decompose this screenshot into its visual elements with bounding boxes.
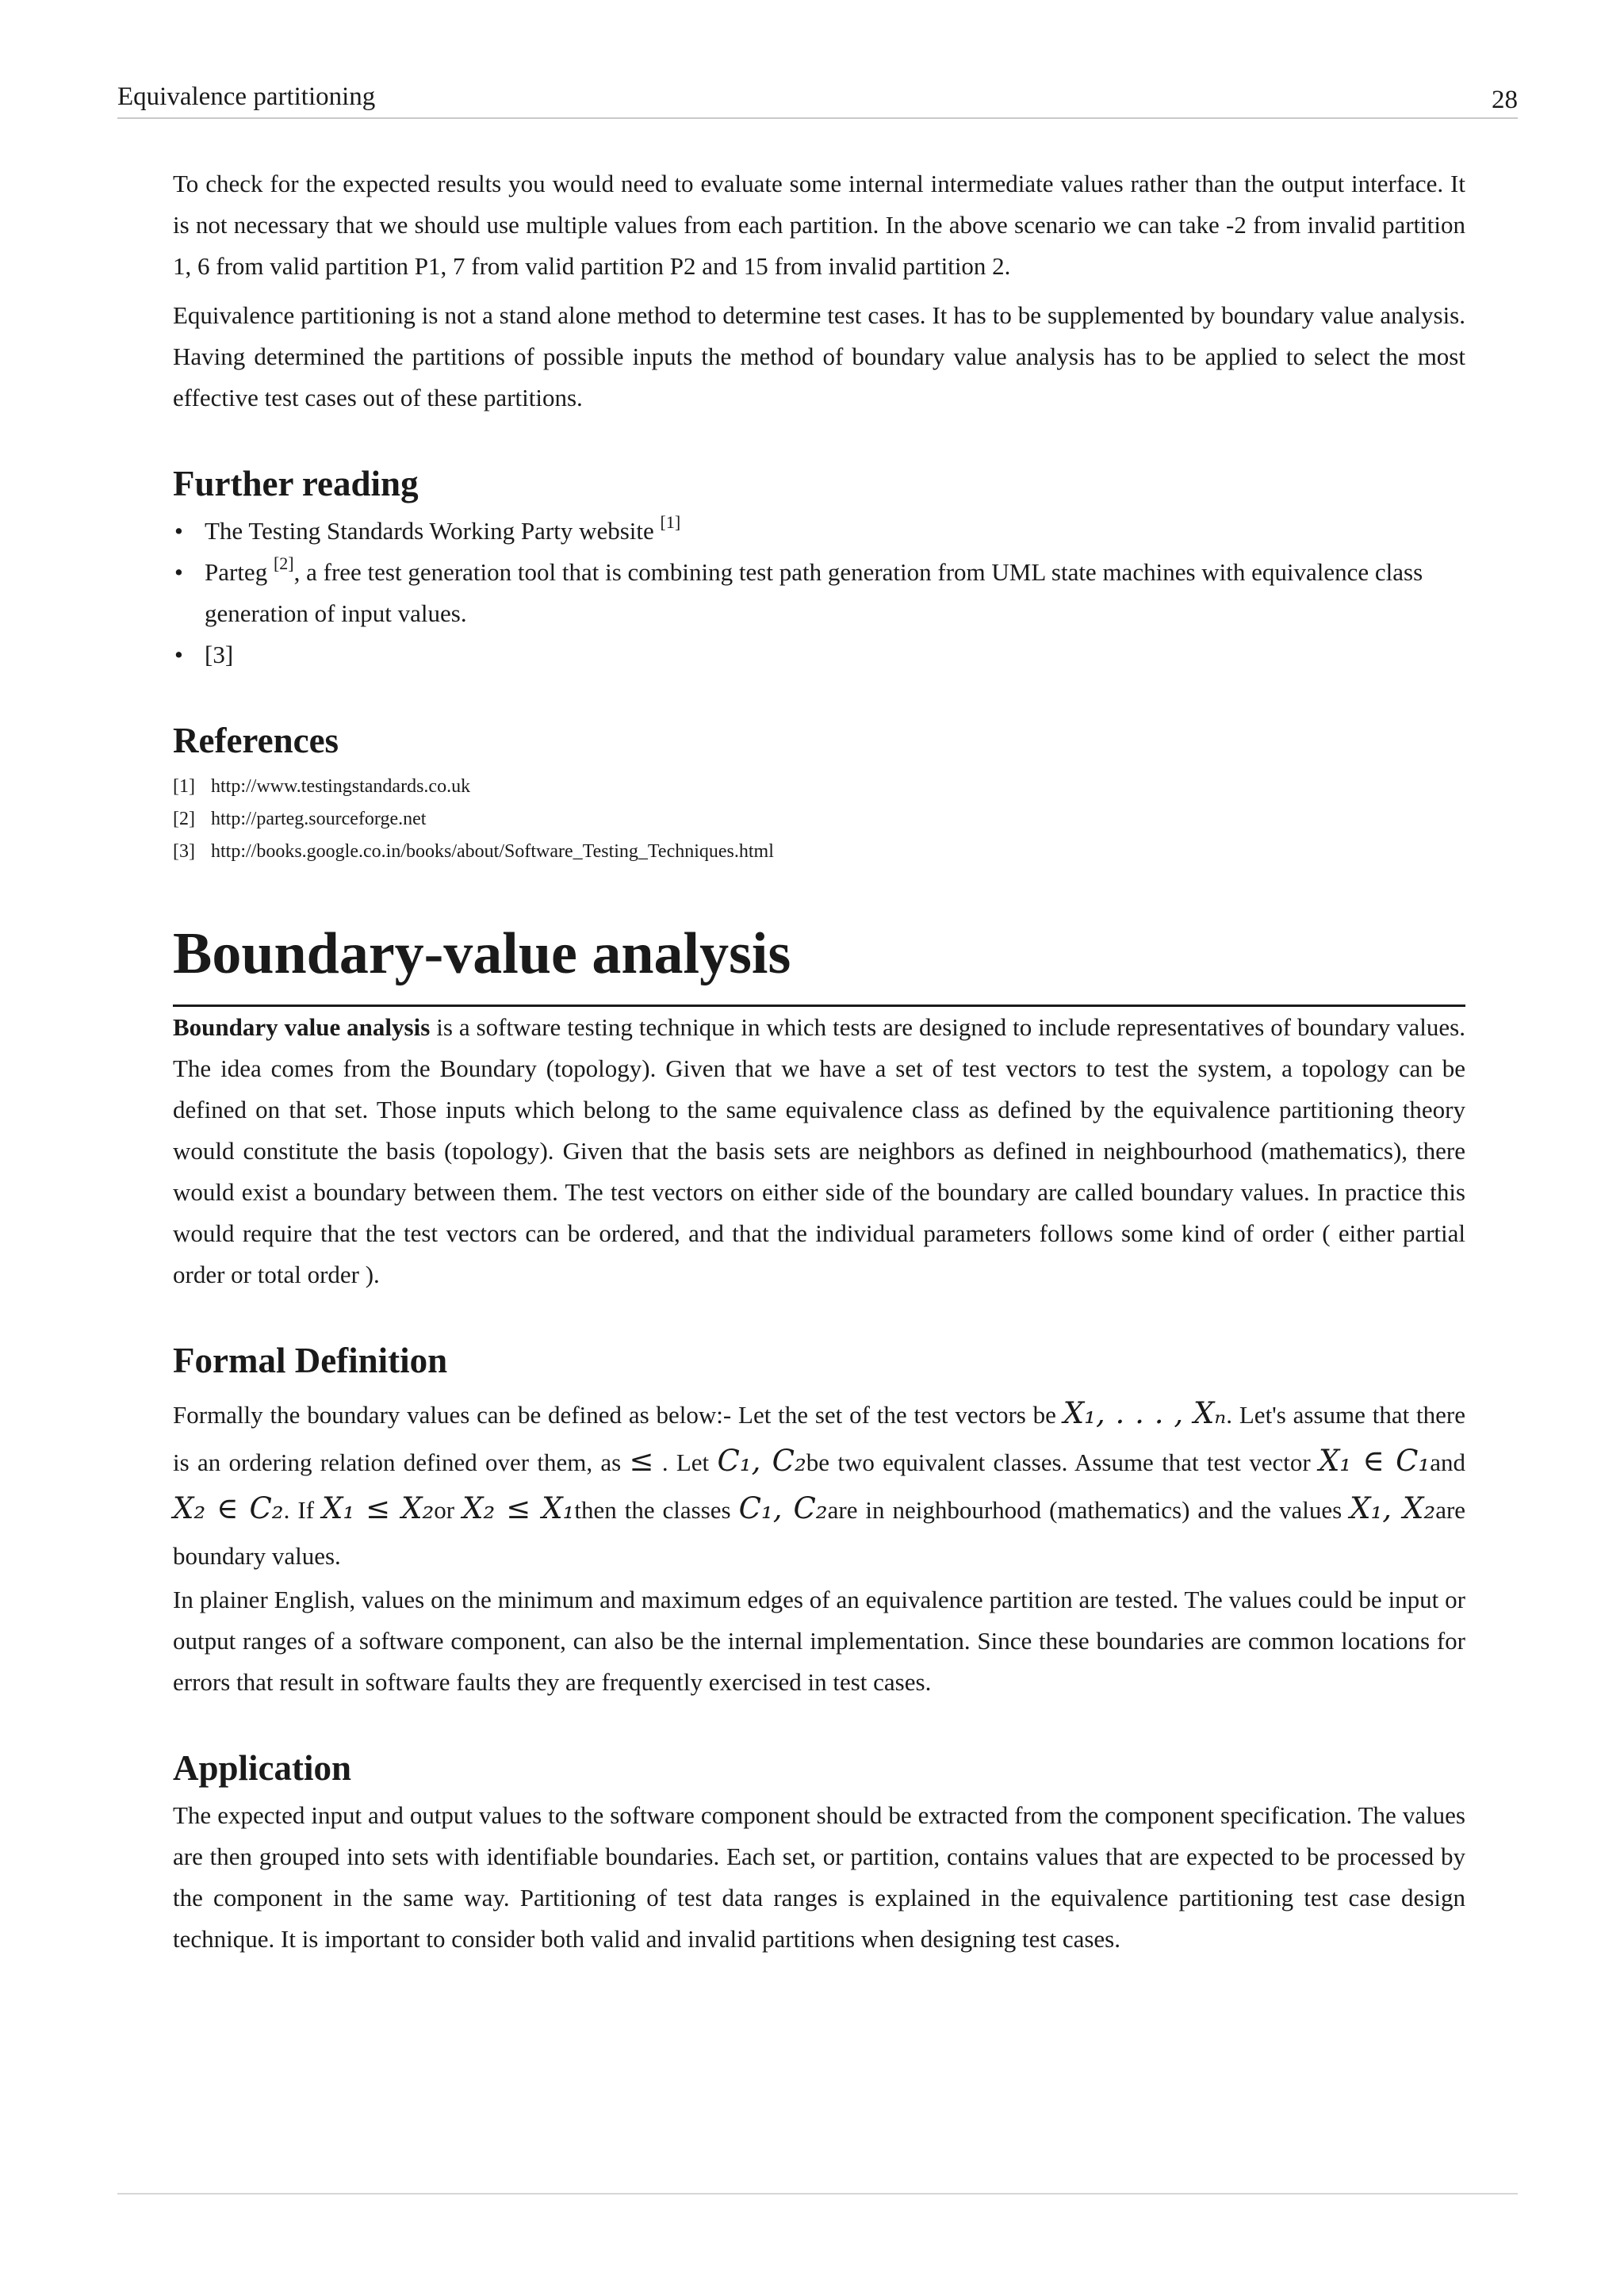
formal-text: . Let [653,1448,718,1476]
intro-text: is a software testing technique in which tests are designed to include representatives of boundary values. The idea comes from the Boundary (topology). Given that we have a set of test vectors to test the system, a topology can be defined on that set. Those inputs which belong to the same equivalence class as defined by the equivalence partitioning theory would constitute the basis (topology). Given that the basis sets are neighbors as defined in neighbourhood (mathematics), there would exist a boundary between them. The test vectors on either side of the boundary are called boundary values. In practice this would require that the test vectors can be ordered, and that the individual parameters follows some kind of order ( either partial order or total order ). [173,1013,1465,1288]
formal-text: are in neighbourhood (mathematics) and the values [827,1496,1350,1524]
page-number: 28 [1492,86,1518,114]
math-expression: X₁ ≤ X₂ [321,1491,435,1525]
references-heading: References [173,721,339,760]
formal-text: then the classes [574,1496,739,1524]
list-item [173,634,1465,675]
formal-definition-paragraph [173,1391,1465,1579]
list-item-rest: , a free test generation tool that is combining test path generation from UML state machines with equivalence class generation of input values. [205,558,1423,627]
bullet: • [174,517,183,545]
bullet: • [174,641,183,668]
running-header [117,76,1518,119]
footer-rule [117,2193,1518,2195]
list-item [173,552,1465,634]
application-paragraph: The expected input and output values to the software component should be extracted from the component specification. The values are then grouped into sets with identifiable boundaries. Each set, or partition, contains values that are expected to be processed by the component in the same way. Partitioning of test data ranges is explained in the equivalence partitioning test case design technique. It is important to consider both valid and invalid partitions when designing test cases. [173,1801,1465,1953]
formal-text: or [434,1496,463,1524]
list-item [173,511,1465,552]
plain-english-paragraph: In plainer English, values on the minimum and maximum edges of an equivalence partition are tested. The values could be input or output ranges of a software component, can also be the internal implementation. Since these boundaries are common locations for errors that result in software faults they are frequently exercised in test cases. [173,1586,1465,1696]
reference-number: [2] [173,809,195,829]
reference-number: [3] [173,841,195,862]
math-expression: X₁ ∈ C₁ [1318,1444,1431,1478]
reference-number: [1] [173,776,195,797]
reference-link[interactable]: http://books.google.co.in/books/about/Software_Testing_Techniques.html [211,841,774,862]
formal-definition-heading: Formal Definition [173,1341,448,1380]
reference-item [173,803,1465,836]
further-reading-heading: Further reading [173,464,419,503]
reference-item [173,771,1465,803]
intro-paragraph-2: Equivalence partitioning is not a stand alone method to determine test cases. It has to be supplemented by boundary value analysis. Having determined the partitions of possible inputs the method of boundary value analysis has to be applied to select the most effective test cases out of these partitions. [173,301,1465,411]
formal-text: and [1430,1448,1466,1476]
intro-term: Boundary value analysis [173,1013,431,1041]
math-expression: X₂ ≤ X₁ [462,1491,575,1525]
reference-link[interactable]: http://www.testingstandards.co.uk [211,776,471,797]
formal-text: . If [283,1496,322,1524]
citation-marker[interactable]: [1] [660,512,681,532]
page-content [173,163,1465,1960]
math-expression: ≤ [629,1444,654,1478]
reference-item [173,836,1465,868]
further-reading-list [173,511,1465,675]
chapter-intro-paragraph [173,1007,1465,1295]
formal-text: be two equivalent classes. Assume that test vector [806,1448,1319,1476]
bullet: • [174,558,183,586]
list-item-text[interactable]: Parteg [205,558,274,586]
citation-marker[interactable]: [2] [273,553,294,573]
formal-text: Formally the boundary values can be defined as below:- Let the set of the test vectors be [173,1401,1063,1429]
formal-text: . Let's assume that there is an ordering relation defined over them, as [173,1401,1466,1476]
chapter-title: Boundary-value analysis [173,914,1465,1007]
math-expression: C₁, C₂ [738,1491,828,1525]
application-heading: Application [173,1748,352,1788]
list-item-text[interactable]: The Testing Standards Working Party website [205,517,661,545]
references-list [173,771,1465,868]
list-item-text[interactable]: [3] [205,641,234,668]
math-expression: X₁, X₂ [1350,1491,1436,1525]
math-expression: C₁, C₂ [717,1444,806,1478]
intro-paragraph-1: To check for the expected results you would need to evaluate some internal intermediate values rather than the output interface. It is not necessary that we should use multiple values from each partition. In the above scenario we can take -2 from invalid partition 1, 6 from valid partition P1, 7 from valid partition P2 and 15 from invalid partition 2. [173,170,1465,280]
math-expression: X₂ ∈ C₂ [173,1491,284,1525]
running-title: Equivalence partitioning [117,82,376,111]
formal-text: are boundary values. [173,1496,1466,1570]
math-expression: X₁, . . . , Xₙ [1063,1396,1227,1430]
reference-link[interactable]: http://parteg.sourceforge.net [211,809,427,829]
